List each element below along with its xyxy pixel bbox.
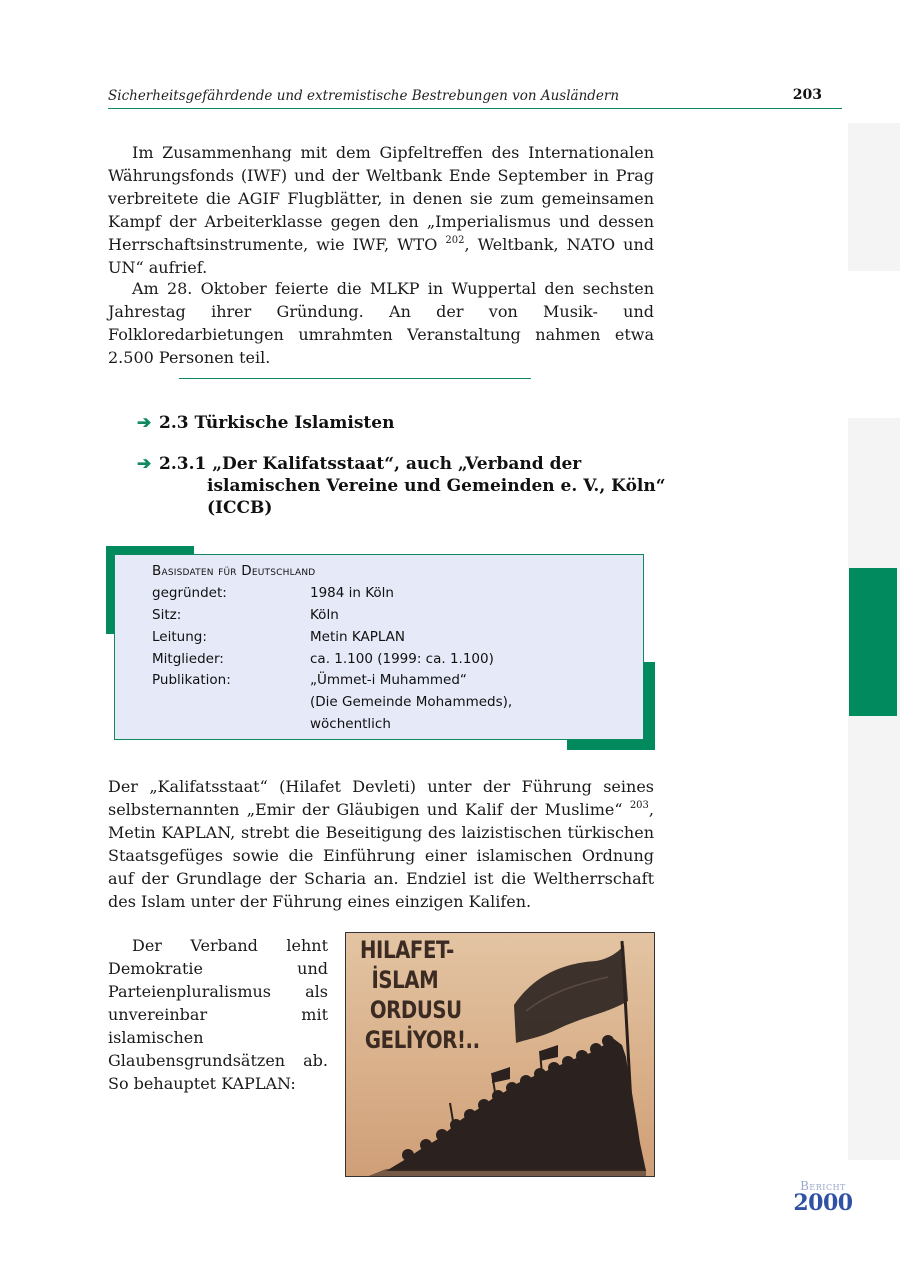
page-number: 203 [792,87,822,103]
subsection-title-line1: „Der Kalifatsstaat“, auch „Verband der [212,454,582,474]
infobox-value: Metin KAPLAN [310,629,406,645]
infobox-label: gegründet: [152,585,227,601]
side-margin-strip-bottom [848,418,900,1160]
section-heading [137,412,394,434]
infobox-value: wöchentlich [310,716,391,732]
subsection-heading [137,453,666,519]
infobox-value: (Die Gemeinde Mohammeds), [310,694,513,710]
logo-word: Bericht [800,1179,846,1193]
paragraph-text: , Weltbank, NATO und UN“ aufrief. [108,235,655,277]
infobox-label: Publikation: [152,672,231,688]
arrow-right-icon: ➔ [137,413,152,433]
paragraph-mlkp-anniversary: Am 28. Oktober feierte die MLKP in Wuppertal den sechsten Jahrestag ihrer Gründung. An der von Musik- und Folkloredarbietungen umrahmten Veranstaltung nahmen etwa 2.500 Personen teil. [108,279,654,367]
subsection-number: 2.3.1 [159,454,207,474]
subsection-title-line2: islamischen Vereine und Gemeinden e. V., Köln“ [207,476,666,496]
poster-slogan [360,935,491,1055]
paragraph-text: Der „Kalifatsstaat“ (Hilafet Devleti) unter der Führung seines selbsternannten „Emir der Gläubigen und Kalif der Muslime“ [108,777,654,819]
paragraph-verband: Der Verband lehnt Demokratie und Parteienpluralismus als unvereinbar mit islamischen Glaubensgrundsätzen ab. So behauptet KAPLAN: [108,936,328,1093]
poster-line: ORDUSU [369,996,462,1024]
side-margin-strip-top [848,123,900,271]
subsection-title-line3: (ICCB) [207,498,273,518]
footnote-marker[interactable]: 203 [629,799,649,811]
arrow-right-icon: ➔ [137,454,152,474]
footnote-marker[interactable]: 202 [445,234,465,246]
logo-year: 2000 [793,1190,853,1216]
infobox-label: Sitz: [152,607,182,623]
infobox-value: ca. 1.100 (1999: ca. 1.100) [310,651,494,667]
paragraph-text: , Metin KAPLAN, strebt die Beseitigung des laizistischen türkischen Staatsgefüges sowie die Einführung einer islamischen Ordnung auf der Grundlage der Scharia an. Endziel ist die Weltherrschaft des Islam unter der Führung eines einzigen Kalifen. [108,800,654,911]
basisdaten-infobox [114,554,644,740]
page-header [108,86,842,109]
bericht-2000-logo [788,1180,858,1214]
chapter-thumb-tab [849,568,897,716]
infobox-value: „Ümmet-i Muhammed“ [310,672,467,688]
section-title: Türkische Islamisten [194,413,395,433]
infobox-value: Köln [310,607,339,623]
poster-line: GELİYOR!.. [364,1026,480,1054]
poster-line: İSLAM [371,966,439,994]
paragraph-agif-flyers [108,141,654,279]
paragraph-kalifatsstaat [108,775,654,913]
section-divider [179,378,531,379]
section-number: 2.3 [159,413,189,433]
infobox-label: Mitglieder: [152,651,224,667]
hilafet-poster-image [345,932,655,1177]
infobox-title: Basisdaten für Deutschland [152,563,316,579]
poster-line: HILAFET- [360,936,454,964]
paragraph-text: Im Zusammenhang mit dem Gipfeltreffen des Internationalen Währungsfonds (IWF) und der Weltbank Ende September in Prag verbreitete die AGIF Flugblätter, in denen sie zum gemeinsamen Kampf der Arbeiterklasse gegen den „Imperialismus und dessen Herrschaftsinstrumente, wie IWF, WTO [108,143,654,254]
infobox-value: 1984 in Köln [310,585,394,601]
infobox-label: Leitung: [152,629,207,645]
running-header-title: Sicherheitsgefährdende und extremistische Bestrebungen von Ausländern [108,88,620,104]
